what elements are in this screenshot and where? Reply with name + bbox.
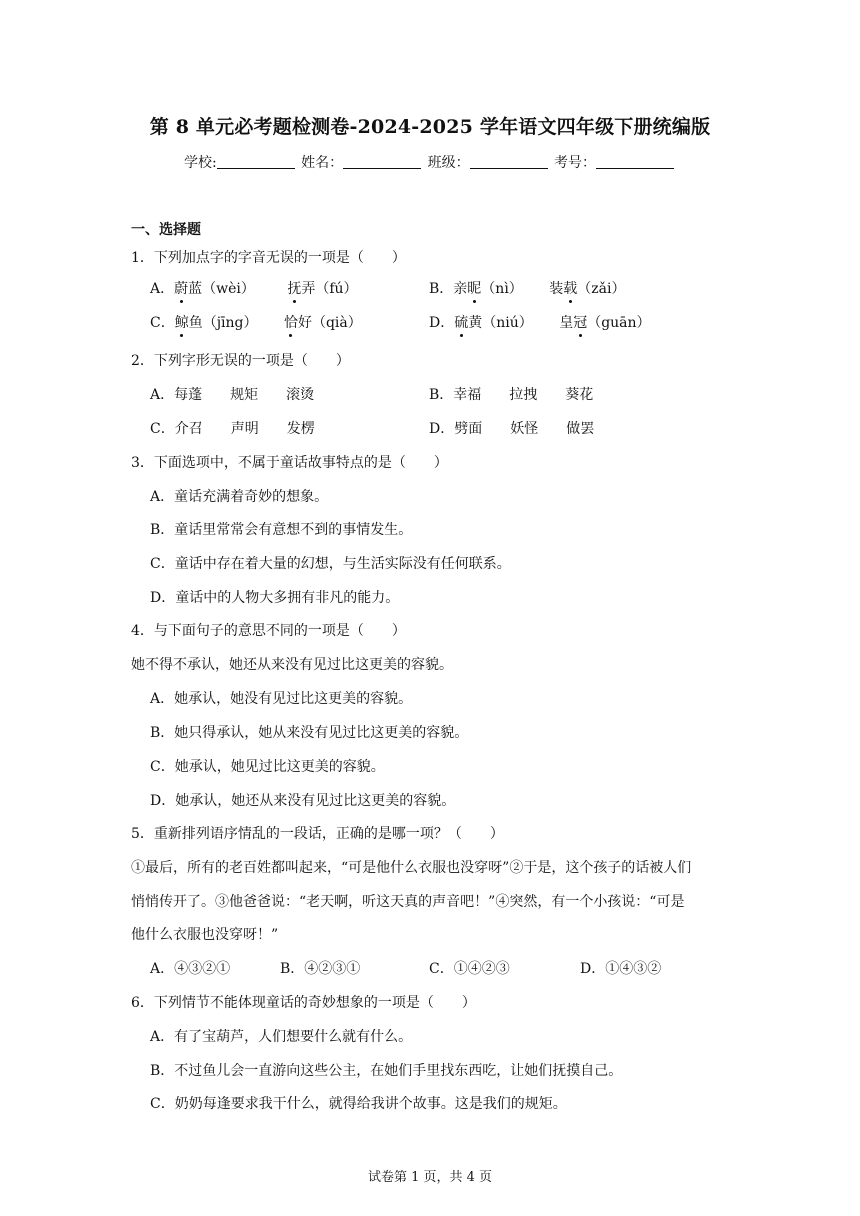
number-blank[interactable] [596,154,674,169]
question-3-stem: 3．下面选项中，不属于童话故事特点的是（ ） [131,455,448,471]
q2-option-b: B．幸福 拉拽 葵花 [429,387,594,403]
q5-passage-line-1: ①最后，所有的老百姓都叫起来，“可是他什么衣服也没穿呀”②于是，这个孩子的话被人们 [131,860,692,876]
exam-title: 第 8 单元必考题检测卷-2024-2025 学年语文四年级下册统编版 [149,116,711,138]
q1-option-a: A．蔚蓝（wèi） 抚弄（fú） [150,278,358,298]
q5-option-d: D．①④③② [580,961,662,977]
q4-sentence: 她不得不承认，她还从来没有见过比这更美的容貌。 [131,657,453,673]
q2-option-d: D．劈面 妖怪 做罢 [429,421,595,437]
question-2-stem: 2．下列字形无误的一项是（ ） [131,353,350,369]
q2-option-a: A．每蓬 规矩 滚烫 [150,387,315,403]
question-5-stem: 5．重新排列语序情乱的一段话，正确的是哪一项？（ ） [131,826,504,842]
q5-option-a: A．④③②① [150,961,231,977]
school-blank[interactable] [217,154,295,169]
name-label: 姓名： [301,155,344,171]
q5-passage-line-2: 悄悄传开了。③他爸爸说：“老天啊，听这天真的声音吧！”④突然，有一个小孩说：“可是 [131,894,685,910]
number-label: 考号： [554,155,597,171]
q5-option-b: B．④②③① [280,961,361,977]
q3-option-a: A．童话充满着奇妙的想象。 [150,489,329,505]
question-6-stem: 6．下列情节不能体现童话的奇妙想象的一项是（ ） [131,995,476,1011]
page-footer: 试卷第 1 页，共 4 页 [367,1170,493,1185]
student-info-line [0,152,860,172]
q5-passage-line-3: 他什么衣服也没穿呀！” [131,927,279,943]
question-4-stem: 4．与下面句子的意思不同的一项是（ ） [131,623,406,639]
q1-option-c: C．鲸鱼（jīng） 恰好（qià） [150,312,362,332]
q6-option-c: C．奶奶每逢要求我干什么，就得给我讲个故事。这是我们的规矩。 [150,1096,567,1112]
section-heading: 一、选择题 [131,222,201,238]
q2-option-c: C．介召 声明 发楞 [150,421,315,437]
class-label: 班级： [427,155,470,171]
q6-option-a: A．有了宝葫芦，人们想要什么就有什么。 [150,1029,413,1045]
q4-option-a: A．她承认，她没有见过比这更美的容貌。 [150,691,413,707]
q4-option-c: C．她承认，她见过比这更美的容貌。 [150,759,385,775]
q1-option-b: B．亲昵（nì） 装载（zǎi） [429,278,625,298]
question-1-stem: 1．下列加点字的字音无误的一项是（ ） [131,250,406,266]
q4-option-d: D．她承认，她还从来没有见过比这更美的容貌。 [150,793,456,809]
q3-option-b: B．童话里常常会有意想不到的事情发生。 [150,522,413,538]
q4-option-b: B．她只得承认，她从来没有见过比这更美的容貌。 [150,725,469,741]
q3-option-c: C．童话中存在着大量的幻想，与生活实际没有任何联系。 [150,556,511,572]
class-blank[interactable] [470,154,548,169]
school-label: 学校: [183,155,217,171]
q6-option-b: B．不过鱼儿会一直游向这些公主，在她们手里找东西吃，让她们抚摸自己。 [150,1063,623,1079]
q5-option-c: C．①④②③ [429,961,510,977]
q1-option-d: D．硫黄（niú） 皇冠（guān） [429,312,651,332]
q3-option-d: D．童话中的人物大多拥有非凡的能力。 [150,590,400,606]
name-blank[interactable] [343,154,421,169]
